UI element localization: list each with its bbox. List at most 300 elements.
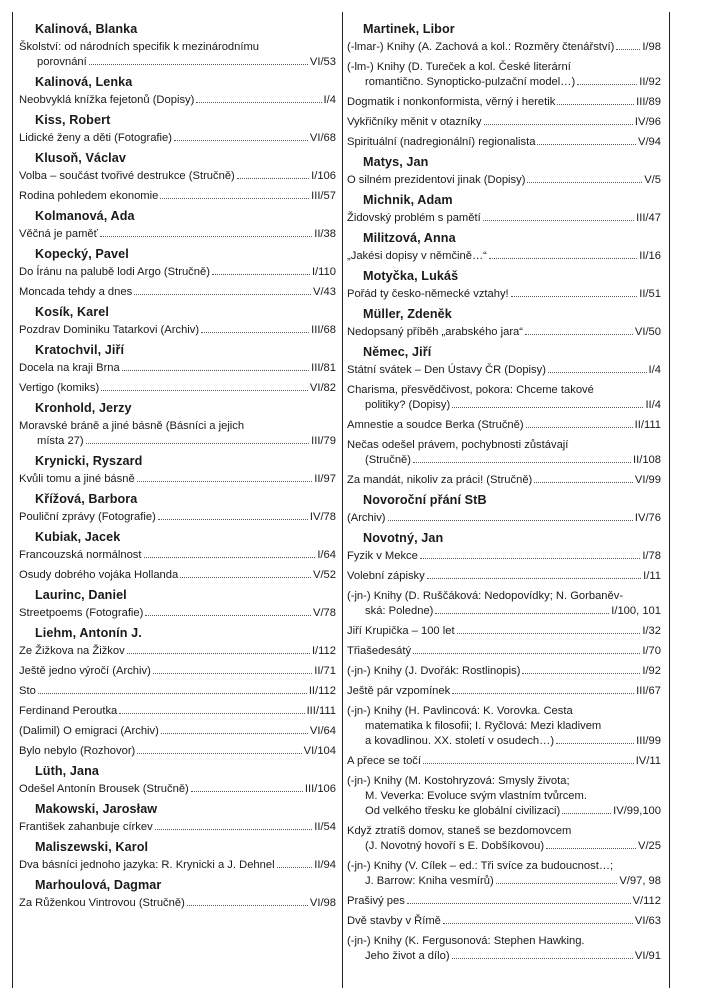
- issue-page-reference: V/5: [644, 174, 661, 186]
- issue-page-reference: II/4: [645, 399, 661, 411]
- dot-leader: [443, 923, 633, 924]
- issue-page-reference: III/89: [636, 96, 661, 108]
- entry-title-line: porovnání: [37, 56, 87, 68]
- index-entry: [347, 934, 661, 964]
- author-group: [19, 878, 336, 911]
- entry-title-line: Za mandát, nikoliv za práci! (Stručně): [347, 474, 533, 486]
- index-entry: [347, 363, 661, 378]
- entry-title-line: ská: Poledne): [365, 605, 434, 617]
- index-entry: [19, 265, 336, 280]
- dot-leader: [557, 104, 634, 105]
- dot-leader: [534, 482, 633, 483]
- index-entry: [347, 383, 661, 413]
- dot-leader: [122, 370, 309, 371]
- issue-page-reference: I/4: [323, 94, 336, 106]
- dot-leader: [489, 258, 637, 259]
- dot-leader: [153, 673, 312, 674]
- issue-page-reference: III/81: [311, 362, 336, 374]
- author-name: Lüth, Jana: [35, 764, 99, 778]
- author-name: Kolmanová, Ada: [35, 209, 135, 223]
- index-entry: [347, 438, 661, 468]
- dot-leader: [119, 713, 304, 714]
- entry-title-line: Pouliční zprávy (Fotografie): [19, 511, 156, 523]
- index-entry: [347, 325, 661, 340]
- issue-page-reference: II/38: [314, 228, 336, 240]
- author-name: Kronhold, Jerzy: [35, 401, 132, 415]
- author-name: Kopecký, Pavel: [35, 247, 129, 261]
- issue-page-reference: I/100, 101: [611, 605, 661, 617]
- entry-title-line: Volba – součást tvořivé destrukce (Stručně): [19, 170, 235, 182]
- author-name: Novoroční přání StB: [363, 493, 487, 507]
- author-name: Michnik, Adam: [363, 193, 453, 207]
- issue-page-reference: V/94: [637, 136, 661, 148]
- author-group: [19, 151, 336, 204]
- index-entry: [19, 93, 336, 108]
- dot-leader: [511, 296, 638, 297]
- author-name: Müller, Zdeněk: [363, 307, 452, 321]
- author-group: [19, 764, 336, 797]
- issue-page-reference: II/97: [314, 473, 336, 485]
- author-group: [347, 22, 661, 150]
- index-entry: [347, 135, 661, 150]
- author-group: [347, 345, 661, 488]
- index-entry: [347, 569, 661, 584]
- entry-title-line: Spirituální (nadregionální) regionalista: [347, 136, 536, 148]
- left-border-rule: [12, 12, 13, 988]
- author-group: [19, 343, 336, 396]
- entry-title-line: (-jn-) Knihy (H. Pavlincová: K. Vorovka. Cesta: [347, 705, 573, 717]
- dot-leader: [137, 481, 313, 482]
- entry-title-line: Rodina pohledem ekonomie: [19, 190, 159, 202]
- right-border-rule: [669, 12, 670, 988]
- dot-leader: [89, 64, 308, 65]
- dot-leader: [496, 883, 618, 884]
- dot-leader: [556, 743, 634, 744]
- issue-page-reference: IV/78: [309, 511, 336, 523]
- author-name: Kalinová, Blanka: [35, 22, 138, 36]
- issue-page-reference: I/112: [311, 645, 336, 657]
- entry-title-line: Školství: od národních specifik k mezinárodnímu: [19, 41, 260, 53]
- entry-title-line: Vykřičníky měnit v otazníky: [347, 116, 482, 128]
- entry-title-line: Když ztratíš domov, staneš se bezdomovcem: [347, 825, 572, 837]
- entry-title-line: Lidické ženy a děti (Fotografie): [19, 132, 172, 144]
- issue-page-reference: VI/64: [309, 725, 336, 737]
- dot-leader: [86, 443, 309, 444]
- index-entry: [347, 173, 661, 188]
- index-entry: [19, 664, 336, 679]
- index-entry: [19, 510, 336, 525]
- index-entry: [19, 472, 336, 487]
- author-group: [19, 840, 336, 873]
- issue-page-reference: IV/99,100: [613, 805, 661, 817]
- index-entry: [19, 131, 336, 146]
- entry-title-line: Osudy dobrého vojáka Hollanda: [19, 569, 179, 581]
- entry-title-line: Streetpoems (Fotografie): [19, 607, 144, 619]
- index-entry: [19, 323, 336, 338]
- index-entry: [347, 60, 661, 90]
- index-entry: [347, 754, 661, 769]
- dot-leader: [160, 198, 309, 199]
- author-group: [19, 247, 336, 300]
- issue-page-reference: I/32: [642, 625, 661, 637]
- index-entry: [347, 473, 661, 488]
- entry-title-line: Vertigo (komiks): [19, 382, 100, 394]
- author-group: [19, 492, 336, 525]
- index-entry: [19, 782, 336, 797]
- entry-title-line: matematika k filosofii; I. Ryčlová: Mezi kladivem: [365, 720, 602, 732]
- entry-title-line: Ze Žižkova na Žižkov: [19, 645, 125, 657]
- author-name: Kiss, Robert: [35, 113, 111, 127]
- author-name: Kratochvil, Jiří: [35, 343, 125, 357]
- entry-title-line: Bylo nebylo (Rozhovor): [19, 745, 136, 757]
- index-entry: [347, 287, 661, 302]
- author-group: [19, 626, 336, 759]
- issue-page-reference: VI/91: [634, 950, 661, 962]
- dot-leader: [548, 372, 647, 373]
- index-entry: [347, 664, 661, 679]
- issue-page-reference: I/110: [311, 266, 336, 278]
- dot-leader: [457, 633, 641, 634]
- entry-title-line: romantično. Synopticko-pulzační model…): [365, 76, 576, 88]
- left-column: [19, 22, 336, 916]
- author-name: Kosík, Karel: [35, 305, 109, 319]
- entry-title-line: Státní svátek – Den Ústavy ČR (Dopisy): [347, 364, 546, 376]
- index-entry: [347, 644, 661, 659]
- dot-leader: [420, 558, 640, 559]
- entry-title-line: Židovský problém s pamětí: [347, 212, 481, 224]
- author-name: Matys, Jan: [363, 155, 429, 169]
- issue-page-reference: II/92: [639, 76, 661, 88]
- dot-leader: [483, 220, 634, 221]
- author-group: [19, 454, 336, 487]
- dot-leader: [452, 407, 643, 408]
- entry-title-line: J. Barrow: Kniha vesmírů): [365, 875, 494, 887]
- author-group: [347, 307, 661, 340]
- issue-page-reference: VI/104: [303, 745, 336, 757]
- index-entry: [347, 589, 661, 619]
- entry-title-line: Neobvyklá knížka fejetonů (Dopisy): [19, 94, 195, 106]
- index-entry: [19, 169, 336, 184]
- entry-title-line: Nečas odešel právem, pochybnosti zůstávají: [347, 439, 569, 451]
- dot-leader: [191, 791, 303, 792]
- entry-title-line: (-lmar-) Knihy (A. Zachová a kol.: Rozměry čtenářství): [347, 41, 615, 53]
- dot-leader: [196, 102, 321, 103]
- issue-page-reference: III/67: [636, 685, 661, 697]
- author-name: Motyčka, Lukáš: [363, 269, 459, 283]
- dot-leader: [277, 867, 313, 868]
- entry-title-line: Sto: [19, 685, 36, 697]
- dot-leader: [158, 519, 308, 520]
- entry-title-line: O silném prezidentovi jinak (Dopisy): [347, 174, 526, 186]
- index-entry: [19, 724, 336, 739]
- entry-title-line: Za Růženkou Vintrovou (Stručně): [19, 897, 185, 909]
- entry-title-line: Fyzik v Mekce: [347, 550, 418, 562]
- index-entry: [19, 189, 336, 204]
- issue-page-reference: I/64: [317, 549, 336, 561]
- entry-title-line: Docela na kraji Brna: [19, 362, 120, 374]
- index-entry: [19, 606, 336, 621]
- index-entry: [19, 381, 336, 396]
- issue-page-reference: V/52: [312, 569, 336, 581]
- entry-title-line: Dva básníci jednoho jazyka: R. Krynicki a J. Dehnel: [19, 859, 275, 871]
- index-entry: [347, 511, 661, 526]
- author-group: [19, 305, 336, 338]
- index-entry: [347, 704, 661, 749]
- index-entry: [19, 419, 336, 449]
- author-group: [347, 193, 661, 226]
- dot-leader: [484, 124, 633, 125]
- issue-page-reference: III/99: [636, 735, 661, 747]
- entry-title-line: Věčná je paměť: [19, 228, 98, 240]
- dot-leader: [546, 848, 636, 849]
- entry-title-line: Kvůli tomu a jiné básně: [19, 473, 135, 485]
- issue-page-reference: VI/50: [634, 326, 661, 338]
- issue-page-reference: VI/98: [309, 897, 336, 909]
- author-group: [19, 209, 336, 242]
- author-name: Klusoň, Václav: [35, 151, 126, 165]
- entry-title-line: Prašivý pes: [347, 895, 405, 907]
- index-entry: [19, 896, 336, 911]
- entry-title-line: Jeho život a dílo): [365, 950, 450, 962]
- dot-leader: [174, 140, 308, 141]
- index-entry: [19, 744, 336, 759]
- dot-leader: [413, 462, 631, 463]
- issue-page-reference: II/111: [634, 419, 661, 431]
- dot-leader: [155, 829, 313, 830]
- dot-leader: [161, 733, 308, 734]
- dot-leader: [388, 520, 633, 521]
- issue-page-reference: I/70: [642, 645, 661, 657]
- author-name: Makowski, Jarosław: [35, 802, 158, 816]
- entry-title-line: Odešel Antonín Brousek (Stručně): [19, 783, 189, 795]
- index-entry: [19, 227, 336, 242]
- issue-page-reference: II/94: [314, 859, 336, 871]
- author-name: Laurinc, Daniel: [35, 588, 127, 602]
- dot-leader: [212, 274, 310, 275]
- dot-leader: [407, 903, 631, 904]
- entry-title-line: Dogmatik i nonkonformista, věrný i heretik: [347, 96, 556, 108]
- entry-title-line: Ferdinand Peroutka: [19, 705, 118, 717]
- author-name: Kalinová, Lenka: [35, 75, 133, 89]
- issue-page-reference: VI/63: [634, 915, 661, 927]
- index-entry: [347, 249, 661, 264]
- issue-page-reference: I/78: [642, 550, 661, 562]
- index-entry: [347, 549, 661, 564]
- entry-title-line: Třiašedesátý: [347, 645, 412, 657]
- entry-title-line: (J. Novotný hovoří s E. Dobšíkovou): [365, 840, 545, 852]
- dot-leader: [527, 182, 642, 183]
- author-group: [347, 531, 661, 964]
- dot-leader: [452, 958, 633, 959]
- entry-title-line: Ještě jedno výročí (Archiv): [19, 665, 151, 677]
- author-name: Křížová, Barbora: [35, 492, 138, 506]
- author-group: [19, 75, 336, 108]
- author-group: [347, 155, 661, 188]
- issue-page-reference: I/92: [642, 665, 661, 677]
- entry-title-line: (Dalimil) O emigraci (Archiv): [19, 725, 159, 737]
- index-entry: [19, 644, 336, 659]
- dot-leader: [187, 905, 308, 906]
- index-entry: [347, 894, 661, 909]
- dot-leader: [127, 653, 310, 654]
- author-group: [347, 269, 661, 302]
- dot-leader: [435, 613, 609, 614]
- entry-title-line: Pozdrav Dominiku Tatarkovi (Archiv): [19, 324, 200, 336]
- index-entry: [19, 361, 336, 376]
- entry-title-line: Ještě pár vzpomínek: [347, 685, 451, 697]
- dot-leader: [452, 693, 634, 694]
- index-entry: [347, 418, 661, 433]
- issue-page-reference: I/4: [648, 364, 661, 376]
- index-entry: [347, 684, 661, 699]
- dot-leader: [101, 390, 308, 391]
- author-group: [19, 401, 336, 449]
- dot-leader: [100, 236, 312, 237]
- index-entry: [347, 824, 661, 854]
- index-entry: [19, 858, 336, 873]
- entry-title-line: František zahanbuje církev: [19, 821, 153, 833]
- entry-title-line: místa 27): [37, 435, 84, 447]
- issue-page-reference: VI/68: [309, 132, 336, 144]
- issue-page-reference: I/11: [643, 570, 661, 582]
- author-group: [19, 588, 336, 621]
- author-name: Maliszewski, Karol: [35, 840, 149, 854]
- issue-page-reference: VI/82: [309, 382, 336, 394]
- issue-page-reference: II/16: [639, 250, 661, 262]
- author-group: [347, 493, 661, 526]
- entry-title-line: Moncada tehdy a dnes: [19, 286, 133, 298]
- issue-page-reference: III/68: [311, 324, 336, 336]
- entry-title-line: (-jn-) Knihy (K. Fergusonová: Stephen Hawking.: [347, 935, 585, 947]
- dot-leader: [38, 693, 307, 694]
- entry-title-line: Pořád ty česko-německé vztahy!: [347, 288, 509, 300]
- issue-page-reference: II/51: [639, 288, 661, 300]
- entry-title-line: (Stručně): [365, 454, 412, 466]
- entry-title-line: (-jn-) Knihy (V. Cílek – ed.: Tři svíce za budoucnost…;: [347, 860, 614, 872]
- index-entry: [19, 704, 336, 719]
- index-entry: [19, 548, 336, 563]
- author-name: Krynicki, Ryszard: [35, 454, 143, 468]
- index-entry: [347, 211, 661, 226]
- issue-page-reference: VI/99: [634, 474, 661, 486]
- dot-leader: [526, 427, 633, 428]
- dot-leader: [145, 615, 311, 616]
- index-entry: [347, 95, 661, 110]
- issue-page-reference: II/112: [308, 685, 336, 697]
- issue-page-reference: III/79: [311, 435, 336, 447]
- index-entry: [19, 684, 336, 699]
- dot-leader: [562, 813, 611, 814]
- index-entry: [347, 859, 661, 889]
- entry-title-line: (Archiv): [347, 512, 386, 524]
- issue-page-reference: V/112: [632, 895, 661, 907]
- issue-page-reference: IV/11: [635, 755, 661, 767]
- author-name: Militzová, Anna: [363, 231, 456, 245]
- issue-page-reference: I/106: [311, 170, 336, 182]
- author-name: Martinek, Libor: [363, 22, 455, 36]
- entry-title-line: Do Íránu na palubě lodi Argo (Stručně): [19, 266, 210, 278]
- author-group: [347, 231, 661, 264]
- issue-page-reference: II/108: [633, 454, 661, 466]
- index-entry: [19, 40, 336, 70]
- index-entry: [347, 624, 661, 639]
- index-entry: [347, 774, 661, 819]
- column-divider-rule: [342, 12, 343, 988]
- dot-leader: [134, 294, 311, 295]
- issue-page-reference: III/106: [304, 783, 336, 795]
- dot-leader: [537, 144, 636, 145]
- author-group: [19, 113, 336, 146]
- dot-leader: [144, 557, 316, 558]
- issue-page-reference: III/47: [636, 212, 661, 224]
- author-name: Liehm, Antonín J.: [35, 626, 142, 640]
- entry-title-line: M. Veverka: Evoluce svým vlastním tvůrcem.: [365, 790, 587, 802]
- index-entry: [19, 285, 336, 300]
- dot-leader: [577, 84, 637, 85]
- issue-page-reference: II/54: [314, 821, 336, 833]
- issue-page-reference: IV/76: [634, 512, 661, 524]
- entry-title-line: A přece se točí: [347, 755, 422, 767]
- issue-page-reference: III/57: [311, 190, 336, 202]
- entry-title-line: Amnestie a soudce Berka (Stručně): [347, 419, 524, 431]
- entry-title-line: (-jn-) Knihy (M. Kostohryzová: Smysly života;: [347, 775, 570, 787]
- entry-title-line: Francouzská normálnost: [19, 549, 142, 561]
- dot-leader: [427, 578, 641, 579]
- issue-page-reference: IV/96: [634, 116, 661, 128]
- entry-title-line: (-jn-) Knihy (J. Dvořák: Rostlinopis): [347, 665, 521, 677]
- index-entry: [347, 115, 661, 130]
- issue-page-reference: VI/53: [309, 56, 336, 68]
- issue-page-reference: II/71: [314, 665, 336, 677]
- entry-title-line: (-jn-) Knihy (D. Ruščáková: Nedopovídky; N. Gorbaněv-: [347, 590, 624, 602]
- index-entry: [19, 820, 336, 835]
- dot-leader: [201, 332, 309, 333]
- entry-title-line: Charisma, přesvědčivost, pokora: Chceme takové: [347, 384, 594, 396]
- index-entry: [347, 40, 661, 55]
- index-entry: [19, 568, 336, 583]
- entry-title-line: (-lm-) Knihy (D. Tureček a kol. České literární: [347, 61, 571, 73]
- entry-title-line: a kovadlinou. XX. století v osudech…): [365, 735, 555, 747]
- entry-title-line: „Jakési dopisy v němčině…“: [347, 250, 487, 262]
- entry-title-line: politiky? (Dopisy): [365, 399, 451, 411]
- entry-title-line: Volební zápisky: [347, 570, 425, 582]
- dot-leader: [180, 577, 311, 578]
- issue-page-reference: V/97, 98: [619, 875, 661, 887]
- author-group: [19, 22, 336, 70]
- issue-page-reference: V/25: [637, 840, 661, 852]
- dot-leader: [616, 49, 640, 50]
- dot-leader: [237, 178, 309, 179]
- index-entry: [347, 914, 661, 929]
- entry-title-line: Nedopsaný příběh „arabského jara“: [347, 326, 523, 338]
- dot-leader: [137, 753, 301, 754]
- author-group: [19, 802, 336, 835]
- issue-page-reference: V/43: [312, 286, 336, 298]
- author-name: Marhoulová, Dagmar: [35, 878, 162, 892]
- right-column: [347, 22, 661, 969]
- entry-title-line: Od velkého třesku ke globální civilizaci): [365, 805, 561, 817]
- issue-page-reference: I/98: [642, 41, 661, 53]
- dot-leader: [423, 763, 634, 764]
- dot-leader: [413, 653, 640, 654]
- issue-page-reference: V/78: [312, 607, 336, 619]
- entry-title-line: Jiří Krupička – 100 let: [347, 625, 455, 637]
- dot-leader: [522, 673, 640, 674]
- entry-title-line: Dvě stavby v Římě: [347, 915, 441, 927]
- dot-leader: [525, 334, 633, 335]
- author-group: [19, 530, 336, 583]
- author-name: Novotný, Jan: [363, 531, 444, 545]
